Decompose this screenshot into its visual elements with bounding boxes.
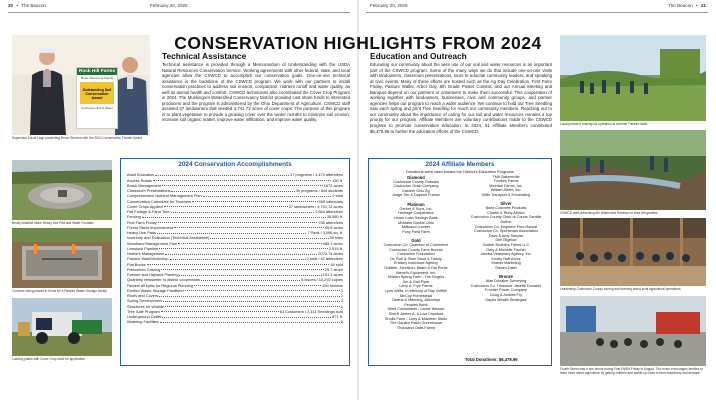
dot-leader xyxy=(171,212,315,213)
affiliate-member: Steven Daler xyxy=(495,265,517,270)
right-header-rule xyxy=(366,12,708,13)
accomplishment-label: Classroom Presentations xyxy=(127,188,171,193)
dot-leader xyxy=(183,290,339,291)
accomplishments-box xyxy=(120,158,350,366)
accomplishment-label: Inventory and Evaluation (Technical Assistance) xyxy=(127,235,210,241)
accomplishments-list xyxy=(127,172,343,324)
affiliate-member: William Albert, Inc. xyxy=(490,188,522,193)
dot-leader xyxy=(170,259,306,260)
concrete-forms-photo xyxy=(12,228,112,288)
barn-tour-photo xyxy=(560,218,706,286)
page-gutter xyxy=(357,0,359,400)
dot-leader xyxy=(155,175,289,176)
affiliate-member: Coshocton County Grasses xyxy=(393,179,439,184)
award-sign-line5: Coshocton Soil & Water xyxy=(81,106,113,110)
right-page-header: The Beacon • 21 xyxy=(667,3,706,8)
dot-leader xyxy=(178,243,322,244)
accomplishment-value: 2,515 ft. xyxy=(328,245,343,251)
accomplishment-value: 1672 acres xyxy=(323,182,343,188)
accomplishment-label: Spring Development xyxy=(127,298,163,304)
accomplishment-label: Watering Facilities xyxy=(127,319,159,325)
dot-leader xyxy=(147,264,330,265)
accomplishment-value: 63 Customers / 2,411 Seedlings sold xyxy=(279,308,343,314)
affiliate-member: Doug & Andrea Fry xyxy=(490,292,522,297)
affiliate-member: Coshocton Co. Chamber of Commerce xyxy=(383,243,449,248)
affiliates-right-column xyxy=(461,171,551,302)
award-sign-line1: Rock Hill Farms xyxy=(78,69,116,74)
stream-caption: CSWCD staff presenting 6th Watershed Rainbow to area 6th graders. xyxy=(560,211,659,215)
accomplishment-label: Access Roads xyxy=(127,177,152,183)
accomplishment-value: 1 xyxy=(340,303,343,309)
accomplishment-label: Roofs and Covers xyxy=(127,293,159,298)
dot-leader xyxy=(157,233,306,234)
affiliate-member: Eastern Ohio Ag xyxy=(402,188,430,193)
affiliate-member: Dr. Rob & Sheri Stout & Family xyxy=(390,256,442,261)
dot-leader xyxy=(161,269,324,270)
dot-leader xyxy=(165,306,340,307)
accomplishment-value: 39 programs / 644 students xyxy=(295,188,343,193)
affiliate-member: Charlie & Ruby Aldrich xyxy=(487,210,525,215)
affiliate-member: Alan Donaker Surveying xyxy=(485,279,527,284)
pasture-walk-photo xyxy=(560,35,706,121)
affiliate-member: Peoples Bank xyxy=(404,302,428,307)
accomplishment-value: 5 issues / 10,292 copies xyxy=(301,277,343,283)
accomplishment-value: 17 programs / 1,473 attendees xyxy=(290,172,343,178)
accomplishment-value: 2 total / 42 attendees xyxy=(306,256,343,262)
dot-leader xyxy=(165,254,317,255)
accomplishment-label: Adult Education xyxy=(127,172,155,178)
accomplishment-value: 150 ft. xyxy=(332,177,343,183)
affiliate-member: Shaver Marketing xyxy=(491,261,521,266)
technical-assistance-body: Technical assistance is provided through a Memorandum of Understanding with the USDA Natural Resources Conservation Service. Working agreements with other federal, state, and local agencies allow the CSWCD to accomplish our conservation goals. One-on-one technical assistance is the backbone of the CSWCD program. We work with our partners to install conservation practices to address soil erosion, compaction, nutrient runoff and water quality, as well as animal health and comfort. CSWCD technicians also coordinated the Cover Crop Program in 2024. The Muskingum Watershed Conservancy District provided cost share funds to interested producers and the program is administered by the Ohio Department of Agriculture. CSWCD staff assisted 37 landowners that seeded 4,741.72 acres of cover crops. The purpose of this program is to plant vegetation to provide a growing cover over the winter months to minimize soil erosion, increase soil organic matter, improve water infiltration, and improve water quality. xyxy=(162,62,350,123)
dot-leader xyxy=(153,180,331,181)
right-page-number: 21 xyxy=(700,3,706,8)
affiliates-title: 2024 Affiliate Members xyxy=(425,161,495,168)
affiliate-member: Coshocton Co. Treasurer Janette Donaker xyxy=(470,283,542,288)
affiliate-member: Sherill James A. & Lisa Crawford xyxy=(388,311,444,316)
award-sign xyxy=(76,67,118,129)
pasture-walk-caption: Local producer sharing his operation at summer Pasture Walk xyxy=(560,122,648,126)
affiliate-member: Deb Bigelow xyxy=(495,238,517,243)
accomplishment-label: Plat Books xyxy=(127,261,146,267)
accomplishment-label: Tree Sale Program xyxy=(127,308,160,314)
dot-leader xyxy=(174,227,324,228)
dot-leader xyxy=(192,201,317,202)
dot-leader xyxy=(201,280,300,281)
cover-crop-photo xyxy=(12,298,112,356)
affiliate-member: Larry A. Frye Farms xyxy=(399,284,433,289)
affiliate-member: Dutton xyxy=(500,219,512,224)
dot-leader xyxy=(142,217,326,218)
award-sign-line2: Bruce Stevens & Family xyxy=(80,76,113,80)
affiliate-member: Judge Tim & Daphne France xyxy=(392,193,440,198)
affiliate-member: Frontier Power Company xyxy=(485,288,527,293)
accomplishment-value: 1 xyxy=(340,293,343,298)
accomplishment-label: Woodland Management Plan xyxy=(127,240,178,246)
accomplishment-value: 45.8 acres xyxy=(324,224,343,230)
affiliate-member: Thousand Oaks Farms xyxy=(396,325,436,330)
accomplishment-label: Underground Outlet xyxy=(127,314,162,319)
accomplishment-label: Pasture and Hayland Planting xyxy=(127,272,179,277)
accomplishment-label: Brush Management xyxy=(127,182,161,188)
right-publication-name: The Beacon xyxy=(667,3,693,8)
affiliate-category: Platinum xyxy=(407,201,425,207)
affiliate-category: Bronze xyxy=(499,273,513,279)
affiliate-member: Dave & Amy Sheyne xyxy=(488,233,524,238)
accomplishment-label: Fencing xyxy=(127,214,141,220)
accomplishment-label: Prescribed Grazing xyxy=(127,266,161,272)
accomplishment-value: 39 sites xyxy=(329,235,343,241)
dot-leader xyxy=(194,285,321,286)
dot-leader xyxy=(210,238,328,239)
left-page-header: 20 • The Beacon xyxy=(8,3,46,8)
affiliate-member: TMK Bakersville xyxy=(492,174,520,179)
dot-leader xyxy=(160,322,340,323)
accomplishment-label: Conservation Calendars for Teachers xyxy=(127,198,192,204)
affiliate-member: Owens & Manning, Attorneys xyxy=(391,298,441,303)
accomplishment-label: Forest Stand Improvement xyxy=(127,224,174,230)
education-outreach-title: Education and Outreach xyxy=(370,51,467,61)
affiliate-member: Seed Consultants - Lance Weaver xyxy=(387,307,445,312)
affiliate-member: Hamel's Equipment, Inc. xyxy=(395,270,437,275)
dot-leader xyxy=(203,196,332,197)
affiliate-member: Coshocton County Clerk of Courts Camille xyxy=(470,215,542,220)
affiliate-member: Garber Brothers Farms LLC xyxy=(482,242,530,247)
affiliate-member: Jim & Gail Piper xyxy=(402,279,430,284)
award-photo xyxy=(12,35,150,135)
accomplishment-label: Roofed Waste Storage Facilities xyxy=(127,287,183,293)
award-sign-line3: Outstanding Soil xyxy=(82,88,112,92)
heavy-use-pad-photo xyxy=(12,160,112,220)
dot-leader xyxy=(179,275,321,276)
affiliate-category: Silver xyxy=(500,200,512,206)
affiliate-member: Coshocton Co. Engineer Fred Rachal xyxy=(474,224,538,229)
dot-leader xyxy=(159,248,328,249)
affiliate-member: Home Loan Savings Bank xyxy=(394,215,438,220)
accomplishment-label: First Farm Friday xyxy=(127,219,157,225)
accomplishment-label: Fall Foliage & Farm Tour xyxy=(127,209,170,214)
accomplishment-value: 2 total xyxy=(332,193,343,199)
dot-leader xyxy=(159,296,340,297)
accomplishment-value: 7 Pads / 3,066 sq. ft. xyxy=(307,230,343,235)
accomplishment-value: 756 attendees xyxy=(318,219,343,225)
accomplishment-label: Review all splits for Regional Planning xyxy=(127,282,193,288)
accomplishment-label: Livestock Pipeline xyxy=(127,245,159,251)
affiliate-member: Baird Concrete Products xyxy=(485,206,527,211)
affiliate-category: Gold xyxy=(411,237,421,243)
education-outreach-body: Educating our community about the wise use of our soil and water resources is an important part of the CSWCD program. Some of the many ways we do that include one-on-one visits with landowners, classroom presentations, tours to educate community leaders, and speaking at civic events. Many of these efforts are hosted such as the Ag Day Celebration, First Farm Friday, Pasture Walks, Arbor Day, 6th Grade Poster Contest, and our Annual Meeting and Banquet depend on our partners or volunteers to make them successful. This cooperation of working together with landowners, businesses, civic and community groups, and partner agencies helps our program to reach a wider audience. We continue to hold our Tree Seedling sale each spring and print Tree Seedling for reach our community members. Reaching out to our community about the importance of caring for our soil and water resources remains a top priority for our program. Affiliate Members are voluntary contributions made to the CSWCD program to promote conservation education. In 2024, 51 Affiliate Members contributed $6,478.99 to further the education efforts of the CSWCD. xyxy=(370,62,552,134)
accomplishment-value: 871 ft. xyxy=(332,314,343,319)
affiliate-member: Gerber & Sons, Inc. xyxy=(399,206,433,211)
left-header-date: February 20, 2025 xyxy=(150,3,188,8)
accomplishment-value: 159 reviews xyxy=(322,282,343,288)
affiliates-box xyxy=(368,158,552,366)
affiliate-member: Jacobs Veterinary Agency, Inc. xyxy=(480,252,532,257)
affiliate-member: Saylor Wealth Strategies xyxy=(485,297,527,302)
award-caption: Supervisor David Lapp presenting Bruce Stevens with the 2024 Conservation Farmer Award xyxy=(12,136,142,140)
affiliate-member: Pony Field Farm xyxy=(402,229,430,234)
accomplishment-label: Pasture Walk/Workshop xyxy=(127,256,169,262)
affiliate-member: Millwood Lumber xyxy=(401,225,431,230)
affiliate-member: Lynn Wells, In Memory of Ray Griffith xyxy=(385,288,447,293)
dot-leader xyxy=(161,311,279,312)
affiliate-member: Heritage Cooperative xyxy=(398,211,434,216)
affiliate-member: Coshocton Foundation xyxy=(397,252,435,257)
affiliate-member: Shultz Farm - Larry & Maureen Stultz xyxy=(385,316,447,321)
accomplishment-label: Nutrient Management xyxy=(127,251,165,256)
accomplishment-value: 1 xyxy=(340,287,343,293)
dot-leader xyxy=(171,191,294,192)
dot-leader xyxy=(158,222,318,223)
accomplishment-value: 45 sold xyxy=(330,261,343,267)
cover-crop-caption: Loading plants with Cover Crop seed for application xyxy=(12,357,86,361)
accomplishment-value: 550 calendars xyxy=(318,198,343,204)
accomplishment-label: Quarterly newsletter to district cooperators xyxy=(127,277,201,283)
accomplishment-value: 3 xyxy=(340,298,343,304)
affiliates-left-column xyxy=(371,171,461,330)
award-sign-line4: Conservation Award xyxy=(85,92,109,100)
accomplishment-value: 151.3 acres xyxy=(322,272,343,277)
dot-leader xyxy=(162,185,323,186)
affiliate-member: Weinfair Farms, Inc. xyxy=(489,183,523,188)
affiliate-member: Turnkey Farms xyxy=(493,179,519,184)
technical-assistance-title: Technical Assistance xyxy=(162,51,247,61)
left-publication-name: The Beacon xyxy=(21,3,46,8)
left-page-number: 20 xyxy=(8,3,14,8)
dot-leader xyxy=(164,206,288,207)
affiliate-member: Gary & Michelle Fischer xyxy=(486,247,526,252)
accomplishment-value: 2075.74 acres xyxy=(318,251,343,256)
affiliates-total: Total Donations: $6,478.99 xyxy=(465,357,518,362)
left-header-rule xyxy=(8,12,350,13)
dot-leader xyxy=(163,301,340,302)
affiliate-member: The Garden Patch Greenhouse xyxy=(389,321,443,326)
affiliate-member: Coshocton Co. Sportsman Association xyxy=(474,229,538,234)
affiliates-subtitle: Donations were used toward the District's Education Programs xyxy=(406,169,514,174)
accomplishment-value: 485.1 acres xyxy=(322,240,343,246)
affiliate-member: Knotty Naff Acres xyxy=(491,256,521,261)
concrete-forms-caption: Concrete being placed in forms for a Pasture Waste Storage facility xyxy=(12,289,107,293)
barn-tour-caption: Leadership Coshocton County touring and learning about local agricultural operations. xyxy=(560,287,682,291)
affiliate-member: Erickley Insurance Agency xyxy=(394,261,438,266)
affiliate-member: Wills Transport & Excavating xyxy=(482,192,530,197)
accomplishments-title: 2024 Conservation Accomplishments xyxy=(178,161,292,168)
farm-friday-caption: Fourth Street was a bus above during First FARM Friday in August. This event encourages families to learn more about agriculture by getting children and adults up close to farm machinery and animals. xyxy=(560,367,703,375)
affiliate-member: McMane Duckie-Ohio xyxy=(397,220,435,225)
affiliate-member: Hidden Spring Farm - The Rogers xyxy=(387,275,445,280)
affiliate-member: Coshocton County Farm Bureau xyxy=(389,247,443,252)
accomplishment-value: 37 landowners / 4,741.72 acres xyxy=(288,203,343,209)
accomplishment-value: 25.7 acres xyxy=(324,266,343,272)
accomplishment-label: Cover Crops Applied xyxy=(127,203,163,209)
award-sign-badge xyxy=(80,82,114,104)
accomplishment-value: 35,580 ft. xyxy=(326,214,343,220)
heavy-use-pad-caption: Newly installed stone Heavy Use Pad and Water Fountain xyxy=(12,221,94,225)
affiliate-category: Diamond xyxy=(407,174,425,180)
accomplishment-row xyxy=(127,319,343,324)
accomplishment-label: Comprehensive Nutrient Management Plan xyxy=(127,193,202,199)
right-header-date: February 20, 2025 xyxy=(370,3,408,8)
affiliate-member: McCoy Homestead xyxy=(400,293,432,298)
farm-friday-photo xyxy=(560,296,706,366)
accomplishment-value: 6 xyxy=(340,319,343,325)
accomplishment-value: 1,564 attendees xyxy=(315,209,343,214)
affiliate-member: Coshocton Grain Company xyxy=(393,184,439,189)
affiliate-member: Gottlieb, Johnston, Beam & Dal Ponte xyxy=(384,266,448,271)
stream-photo xyxy=(560,130,706,210)
accomplishment-label: Structures for Wildlife xyxy=(127,303,164,309)
accomplishment-label: Heavy Use Pads xyxy=(127,230,156,235)
main-headline: CONSERVATION HIGHLIGHTS FROM 2024 xyxy=(174,33,542,53)
dot-leader xyxy=(162,317,331,318)
